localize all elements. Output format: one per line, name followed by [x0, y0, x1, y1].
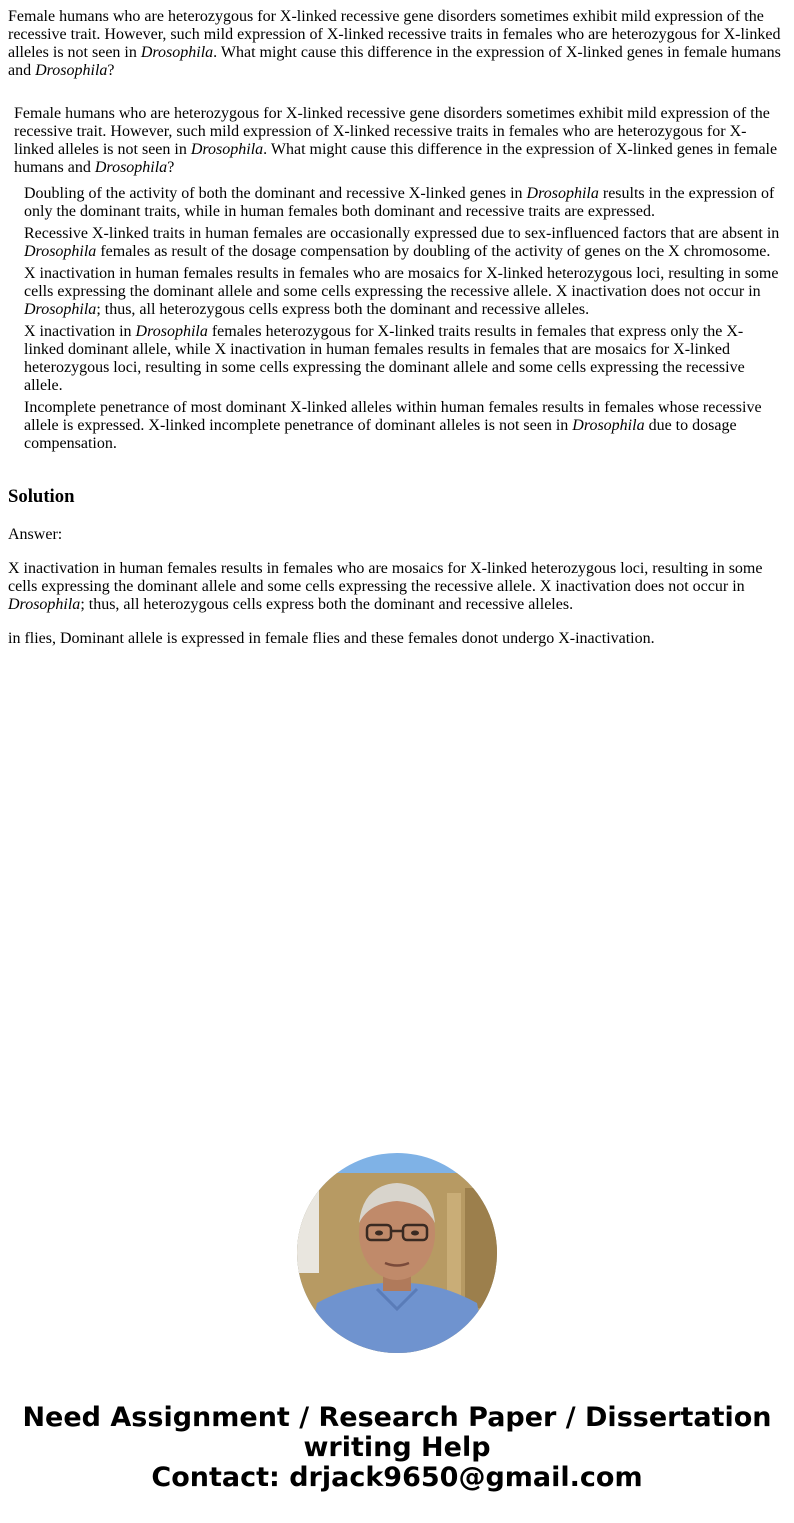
answer-option: Incomplete penetrance of most dominant X-linked alleles within human females results in females whose recessive allele is expressed. X-linked incomplete penetrance of dominant alleles is not seen in Drosophila due to dosage compensation.: [24, 399, 762, 452]
page-content: [0, 0, 794, 648]
question-block: [8, 105, 786, 453]
author-avatar: [297, 1153, 497, 1353]
question-intro-text: Female humans who are heterozygous for X-linked recessive gene disorders sometimes exhibit mild expression of the recessive trait. However, such mild expression of X-linked recessive traits in females who are heterozygous for X-linked alleles is not seen in Drosophila. What might cause this difference in the expression of X-linked genes in female humans and Drosophila?: [8, 8, 781, 79]
promo-contact: Contact: drjack9650@gmail.com: [151, 1462, 643, 1493]
answer-option: Recessive X-linked traits in human females are occasionally expressed due to sex-influenced factors that are absent in Drosophila females as result of the dosage compensation by doubling of the activity of genes on the X chromosome.: [24, 225, 780, 260]
person-portrait-icon: [297, 1153, 497, 1353]
question-text: Female humans who are heterozygous for X-linked recessive gene disorders sometimes exhibit mild expression of the recessive trait. However, such mild expression of X-linked recessive traits in females who are heterozygous for X-linked alleles is not seen in Drosophila. What might cause this difference in the expression of X-linked genes in female humans and Drosophila?: [14, 105, 778, 176]
promo-line: writing Help: [303, 1432, 491, 1463]
answer-options-list: [14, 185, 780, 453]
solution-heading: Solution: [8, 486, 75, 507]
explanation-note: in flies, Dominant allele is expressed in female flies and these females donot undergo X-inactivation.: [8, 630, 655, 647]
answer-text: X inactivation in human females results in females who are mosaics for X-linked heterozygous loci, resulting in some cells expressing the dominant allele and some cells expressing the recessive allele. X inactivation does not occur in Drosophila; thus, all heterozygous cells express both the dominant and recessive alleles.: [8, 560, 763, 613]
answer-option: Doubling of the activity of both the dominant and recessive X-linked genes in Drosophila results in the expression of only the dominant traits, while in human females both dominant and recessive traits are expressed.: [24, 185, 775, 220]
answer-option: X inactivation in human females results in females who are mosaics for X-linked heterozygous loci, resulting in some cells expressing the dominant allele and some cells expressing the recessive allele. X inactivation does not occur in Drosophila; thus, all heterozygous cells express both the dominant and recessive alleles.: [24, 265, 779, 318]
answer-label: Answer:: [8, 526, 63, 543]
promo-line: Need Assignment / Research Paper / Dissertation: [22, 1402, 772, 1433]
answer-option: X inactivation in Drosophila females heterozygous for X-linked traits results in females that express only the X-linked dominant allele, while X inactivation in human females results in females that are mosaics for X-linked heterozygous loci, resulting in some cells expressing the dominant allele and some cells expressing the recessive allele.: [24, 323, 745, 394]
promo-banner: [0, 1403, 794, 1493]
